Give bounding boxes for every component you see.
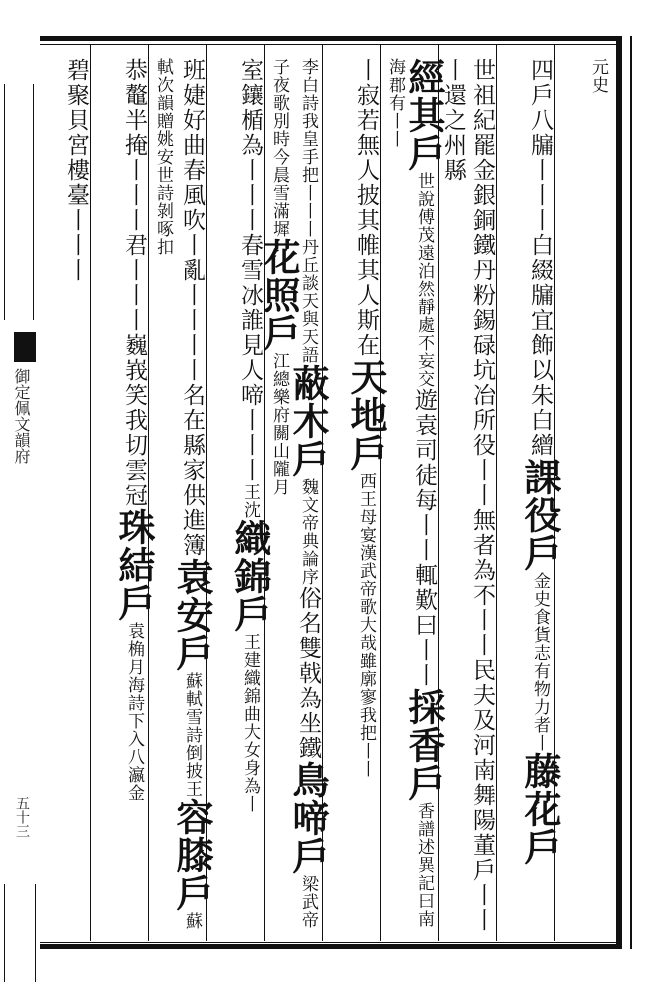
body-text: 遊袁司徒每丨丨輒歎曰丨丨 <box>411 388 437 688</box>
text-column <box>496 58 562 938</box>
entry-headword: 課役戶 <box>518 458 562 572</box>
body-text: 碧聚貝宮樓臺丨丨丨 <box>63 58 89 283</box>
annotation-text: 李白詩我皇手把丨丨丨丹丘談天與天語 <box>298 58 318 364</box>
body-text: 春雪冰誰見人啼丨丨丨 <box>237 233 263 483</box>
entry-headword: 經其戶 <box>402 58 446 172</box>
body-text: 班婕好曲春風吹丨亂丨丨 <box>179 58 205 333</box>
body-text: 四戶八牖丨丨丨白綴牖宜飾以朱白繒 <box>527 58 553 458</box>
margin-ornament <box>4 84 34 320</box>
body-text: 恭鼇半掩丨丨丨 <box>121 58 147 233</box>
text-column <box>148 58 214 938</box>
text-column <box>206 58 272 938</box>
entry-headword: 採香戶 <box>402 688 446 802</box>
entry-headword: 天地 <box>344 358 388 434</box>
body-text: 丨寂若無人披其帷其人斯在 <box>353 58 379 358</box>
margin-book-title: 御定佩文韻府 <box>12 368 31 464</box>
body-text: 俗名雙戟為坐鐵 <box>295 586 321 761</box>
body-text: 丨丨無者為不丨丨 <box>469 458 495 658</box>
margin-page-number: 五十三 <box>14 796 30 838</box>
text-column <box>32 58 90 938</box>
entry-headword: 蔽木戶 <box>286 364 330 478</box>
annotation-text: 香譜述異記曰南海郡有丨丨 <box>385 58 434 928</box>
entry-headword: 鳥啼戶 <box>286 761 330 875</box>
text-column <box>257 58 330 938</box>
annotation-text: 王沈 <box>240 483 260 519</box>
entry-headword: 戶 <box>344 434 388 472</box>
entry-headword: 珠結戶 <box>112 508 156 622</box>
annotation-text: 王建織錦曲大女身為丨 <box>240 633 260 813</box>
annotation-text: 蘇軾次韻贈姚安世詩剝啄扣 <box>153 58 202 930</box>
text-column <box>380 58 446 938</box>
body-text: 室鑲楯為丨丨丨 <box>237 58 263 233</box>
annotation-text: 梁武帝子夜歌別時今晨雪滿墀 <box>269 58 318 929</box>
annotation-text: 江總樂府關山隴月 <box>269 352 289 496</box>
text-column <box>322 58 388 938</box>
annotation-text: 元 <box>588 58 608 76</box>
annotation-text: 魏文帝典論序 <box>298 478 318 586</box>
entry-headword: 織錦戶 <box>228 519 272 633</box>
body-text: 丨丨名在縣家供進簿 <box>179 333 205 558</box>
body-text: 民夫及河南舞陽董戶丨丨丨還之州縣 <box>440 58 495 933</box>
text-column <box>438 58 496 938</box>
body-text: 世祖紀罷金銀銅鐵丹粉錫碌坑冶所役 <box>469 58 495 458</box>
entry-headword: 袁安戶 <box>170 558 214 672</box>
text-column <box>90 58 156 938</box>
annotation-text: 西王母宴漢武帝歌大哉雖廓寥我把丨丨 <box>356 472 376 778</box>
entry-headword: 藤花戶 <box>518 752 562 866</box>
annotation-text: 世說傅茂遠泊然靜處不妄交 <box>414 172 434 388</box>
body-text: 君丨丨丨巍峩笑我切雲冠 <box>121 233 147 508</box>
text-column <box>554 58 612 938</box>
entry-headword: 容膝戶 <box>170 798 214 912</box>
annotation-text: 史 <box>588 76 608 94</box>
annotation-text: 金史食貨志有物力者丨 <box>530 572 550 752</box>
annotation-text: 袁桷月海詩下入八瀛金 <box>124 622 144 802</box>
annotation-text: 蘇軾雪詩倒披王 <box>182 672 202 798</box>
entry-headword: 花照戶 <box>257 238 301 352</box>
margin-strip <box>0 36 36 949</box>
